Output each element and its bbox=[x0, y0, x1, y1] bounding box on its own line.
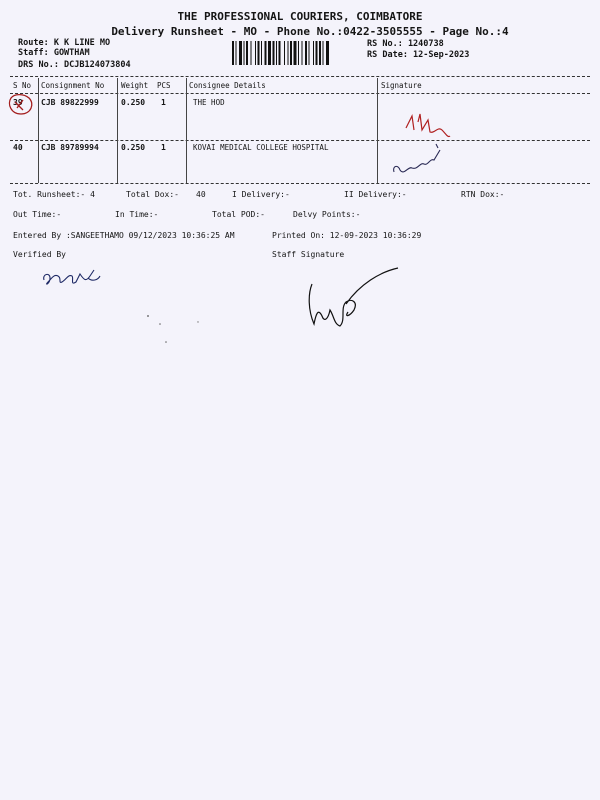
row1-sno: 39 bbox=[13, 98, 23, 107]
total-pod: Total POD:- bbox=[212, 210, 265, 219]
drs-number: DRS No.: DCJB124073804 bbox=[18, 60, 131, 70]
verifier-signature bbox=[40, 264, 104, 290]
rs-date: RS Date: 12-Sep-2023 bbox=[367, 50, 470, 60]
col-signature: Signature bbox=[381, 81, 422, 90]
col-consignee-details: Consignee Details bbox=[189, 81, 266, 90]
runsheet-title: Delivery Runsheet - MO - Phone No.:0422-3505555 - Page No.:4 bbox=[111, 25, 509, 38]
row2-sno: 40 bbox=[13, 143, 23, 152]
row2-pcs: 1 bbox=[161, 143, 166, 152]
table-top-border bbox=[10, 76, 590, 77]
receiver-signature-1 bbox=[404, 112, 454, 142]
row1-pcs: 1 bbox=[161, 98, 166, 107]
col-sno: S No bbox=[13, 81, 32, 90]
delvy-points: Delvy Points:- bbox=[293, 210, 361, 219]
printed-on: Printed On: 12-09-2023 10:36:29 bbox=[272, 231, 422, 240]
table-bottom-border bbox=[10, 183, 590, 184]
total-dox-label: Total Dox:- bbox=[126, 190, 179, 199]
col-weight: Weight bbox=[121, 81, 149, 90]
staff-signature bbox=[300, 264, 404, 332]
table-header-border bbox=[10, 93, 590, 94]
receiver-signature-2 bbox=[390, 140, 450, 180]
entered-by: Entered By :SANGEETHAMO 09/12/2023 10:36:25 AM bbox=[13, 231, 235, 240]
rtn-dox: RTN Dox:- bbox=[461, 190, 505, 199]
row-divider bbox=[10, 140, 590, 141]
staff-label: Staff: GOWTHAM bbox=[18, 48, 90, 58]
col-pcs: PCS bbox=[157, 81, 171, 90]
column-divider bbox=[117, 78, 118, 183]
route-label: Route: K K LINE MO bbox=[18, 38, 111, 48]
verified-by-label: Verified By bbox=[13, 250, 66, 259]
scan-specks bbox=[140, 310, 220, 350]
total-dox-value: 40 bbox=[196, 190, 206, 199]
row1-consignment: CJB 89822999 bbox=[41, 98, 99, 107]
col-consignment-no: Consignment No bbox=[41, 81, 105, 90]
row2-weight: 0.250 bbox=[121, 143, 146, 152]
rs-number: RS No.: 1240738 bbox=[367, 39, 444, 49]
handwritten-circle-mark bbox=[5, 92, 39, 118]
barcode-image bbox=[232, 41, 360, 65]
row2-consignee: KOVAI MEDICAL COLLEGE HOSPITAL bbox=[193, 143, 329, 152]
in-time: In Time:- bbox=[115, 210, 159, 219]
tot-runsheet: Tot. Runsheet:- 4 bbox=[13, 190, 95, 199]
ii-delivery: II Delivery:- bbox=[344, 190, 407, 199]
row2-consignment: CJB 89789994 bbox=[41, 143, 99, 152]
staff-signature-label: Staff Signature bbox=[272, 250, 345, 259]
i-delivery: I Delivery:- bbox=[232, 190, 290, 199]
out-time: Out Time:- bbox=[13, 210, 62, 219]
column-divider bbox=[186, 78, 187, 183]
row1-consignee: THE HOD bbox=[193, 98, 225, 107]
column-divider bbox=[377, 78, 378, 183]
company-name: THE PROFESSIONAL COURIERS, COIMBATORE bbox=[177, 10, 423, 23]
row1-weight: 0.250 bbox=[121, 98, 146, 107]
